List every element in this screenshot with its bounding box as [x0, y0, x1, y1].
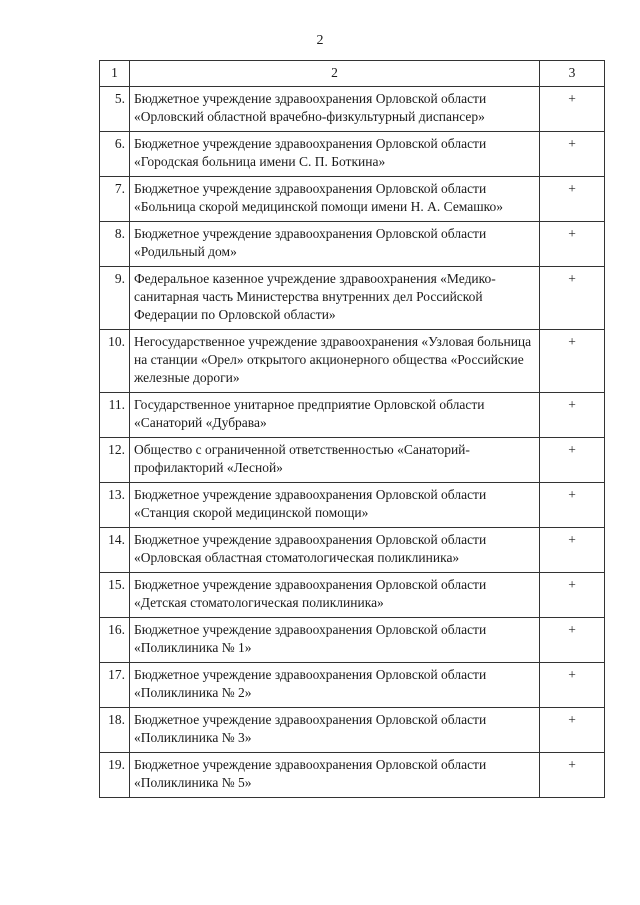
inclusion-mark: +: [540, 330, 605, 393]
institution-name: Бюджетное учреждение здравоохранения Орловской области «Станция скорой медицинской помощи»: [130, 483, 540, 528]
table-row: [100, 330, 605, 393]
institution-name: Бюджетное учреждение здравоохранения Орловской области «Орловская областная стоматологическая поликлиника»: [130, 528, 540, 573]
row-number: 8.: [100, 222, 130, 267]
inclusion-mark: +: [540, 483, 605, 528]
institution-name: Негосударственное учреждение здравоохранения «Узловая больница на станции «Орел» открытого акционерного общества «Российские железные дороги»: [130, 330, 540, 393]
table-row: [100, 222, 605, 267]
table-row: [100, 483, 605, 528]
table-row: [100, 393, 605, 438]
institution-name: Общество с ограниченной ответственностью «Санаторий-профилакторий «Лесной»: [130, 438, 540, 483]
institution-name: Федеральное казенное учреждение здравоохранения «Медико-санитарная часть Министерства внутренних дел Российской Федерации по Орловской области»: [130, 267, 540, 330]
inclusion-mark: +: [540, 663, 605, 708]
column-header-number: 1: [100, 61, 130, 87]
institution-name: Бюджетное учреждение здравоохранения Орловской области «Городская больница имени С. П. Боткина»: [130, 132, 540, 177]
row-number: 19.: [100, 753, 130, 798]
inclusion-mark: +: [540, 438, 605, 483]
table-row: [100, 438, 605, 483]
table-row: [100, 528, 605, 573]
row-number: 7.: [100, 177, 130, 222]
inclusion-mark: +: [540, 618, 605, 663]
row-number: 9.: [100, 267, 130, 330]
table-body: [100, 87, 605, 798]
inclusion-mark: +: [540, 87, 605, 132]
row-number: 11.: [100, 393, 130, 438]
institution-name: Бюджетное учреждение здравоохранения Орловской области «Орловский областной врачебно-физкультурный диспансер»: [130, 87, 540, 132]
inclusion-mark: +: [540, 393, 605, 438]
table-row: [100, 708, 605, 753]
inclusion-mark: +: [540, 753, 605, 798]
row-number: 18.: [100, 708, 130, 753]
row-number: 16.: [100, 618, 130, 663]
row-number: 14.: [100, 528, 130, 573]
institution-name: Бюджетное учреждение здравоохранения Орловской области «Поликлиника № 2»: [130, 663, 540, 708]
row-number: 13.: [100, 483, 130, 528]
inclusion-mark: +: [540, 528, 605, 573]
row-number: 17.: [100, 663, 130, 708]
table-row: [100, 663, 605, 708]
institution-name: Бюджетное учреждение здравоохранения Орловской области «Поликлиника № 5»: [130, 753, 540, 798]
row-number: 12.: [100, 438, 130, 483]
institution-name: Бюджетное учреждение здравоохранения Орловской области «Поликлиника № 1»: [130, 618, 540, 663]
institution-name: Бюджетное учреждение здравоохранения Орловской области «Больница скорой медицинской помощи имени Н. А. Семашко»: [130, 177, 540, 222]
table-row: [100, 87, 605, 132]
table-row: [100, 132, 605, 177]
institutions-table: [99, 60, 605, 798]
table-row: [100, 267, 605, 330]
row-number: 10.: [100, 330, 130, 393]
institution-name: Бюджетное учреждение здравоохранения Орловской области «Детская стоматологическая поликлиника»: [130, 573, 540, 618]
table-row: [100, 753, 605, 798]
table-row: [100, 573, 605, 618]
inclusion-mark: +: [540, 267, 605, 330]
column-header-mark: 3: [540, 61, 605, 87]
inclusion-mark: +: [540, 177, 605, 222]
inclusion-mark: +: [540, 708, 605, 753]
institution-name: Бюджетное учреждение здравоохранения Орловской области «Поликлиника № 3»: [130, 708, 540, 753]
inclusion-mark: +: [540, 132, 605, 177]
table-header-row: [100, 61, 605, 87]
inclusion-mark: +: [540, 222, 605, 267]
table-row: [100, 177, 605, 222]
institution-name: Государственное унитарное предприятие Орловской области «Санаторий «Дубрава»: [130, 393, 540, 438]
inclusion-mark: +: [540, 573, 605, 618]
table-row: [100, 618, 605, 663]
column-header-name: 2: [130, 61, 540, 87]
row-number: 5.: [100, 87, 130, 132]
row-number: 15.: [100, 573, 130, 618]
page-number: 2: [316, 33, 324, 48]
institution-name: Бюджетное учреждение здравоохранения Орловской области «Родильный дом»: [130, 222, 540, 267]
row-number: 6.: [100, 132, 130, 177]
